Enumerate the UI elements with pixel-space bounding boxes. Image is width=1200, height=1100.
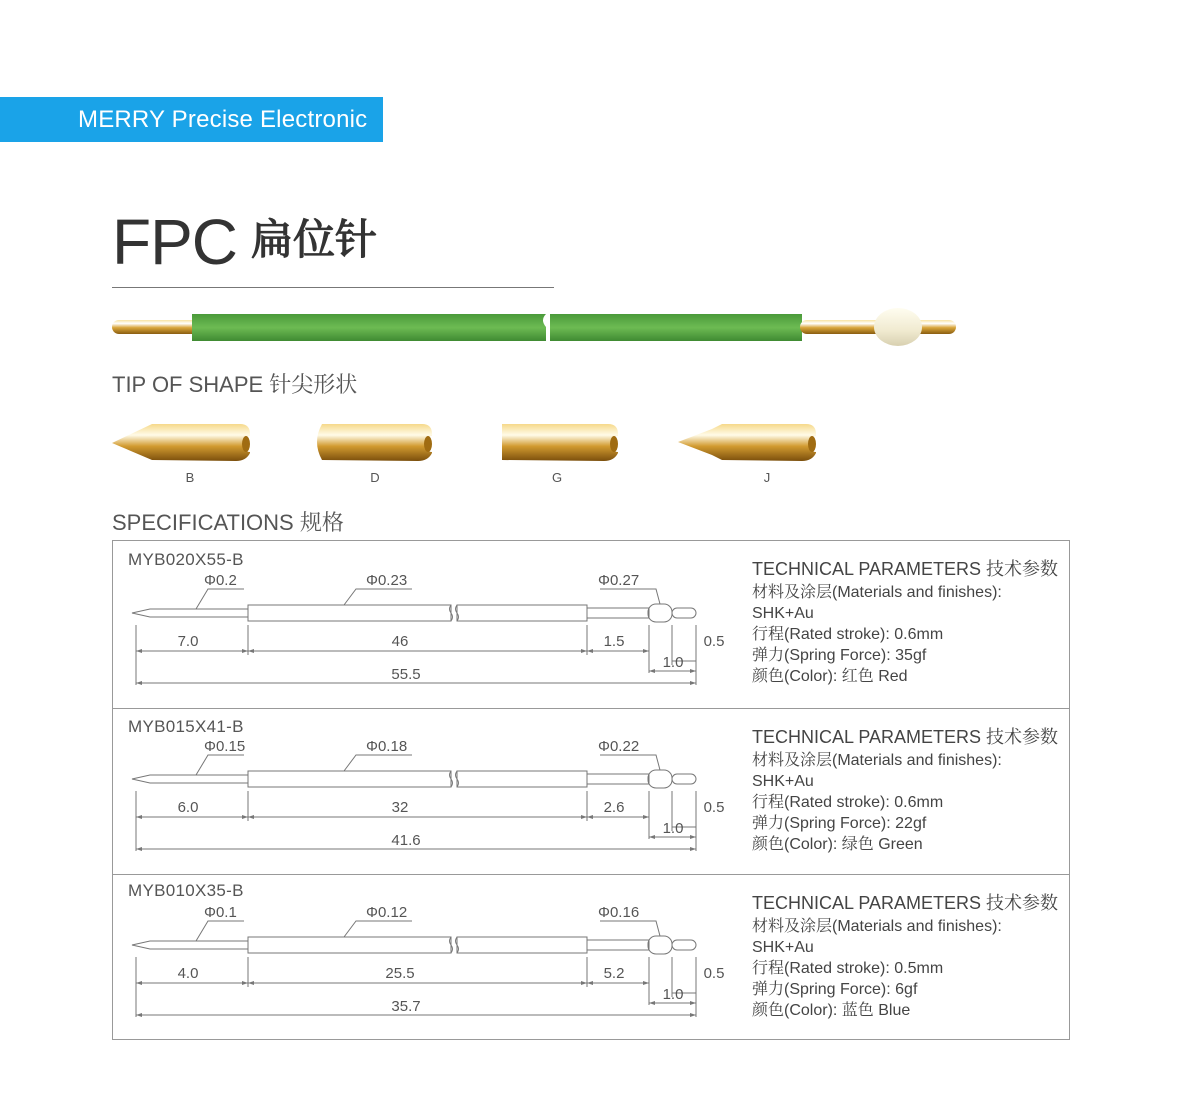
probe-insulator-bead	[874, 308, 922, 346]
brand-name: MERRY Precise Electronic	[78, 106, 368, 133]
spring-force: 弹力(Spring Force): 35gf	[752, 647, 927, 664]
diameter-leader	[344, 589, 412, 605]
drawing-barrel-rear	[457, 937, 587, 953]
drawing-tip	[132, 775, 248, 783]
diameter-tip-label: Φ0.1	[204, 904, 237, 921]
diameter-rear-label: Φ0.22	[598, 738, 640, 755]
title-cjk: 扁位针	[251, 216, 378, 263]
dim-body-length: 32	[391, 799, 409, 816]
rated-stroke: 行程(Rated stroke): 0.5mm	[752, 960, 944, 977]
drawing-barrel-rear	[457, 771, 587, 787]
drawing-end	[672, 940, 696, 950]
drawing-barrel-rear	[457, 605, 587, 621]
diameter-leader	[600, 589, 660, 604]
drawing-tip	[132, 609, 248, 617]
spring-force: 弹力(Spring Force): 22gf	[752, 815, 927, 832]
drawing-barrel	[248, 937, 451, 953]
diameter-leader	[600, 755, 660, 770]
drawing-rear-plunger	[587, 940, 649, 950]
probe-dimension-drawing	[112, 572, 725, 708]
dim-rear-length: 5.2	[603, 965, 625, 982]
diameter-rear-label: Φ0.27	[598, 572, 640, 589]
dim-ring-length: 1.0	[662, 654, 684, 671]
diameter-barrel-label: Φ0.18	[366, 738, 408, 755]
tip-shape-g-icon	[502, 424, 618, 461]
page-title	[112, 200, 377, 282]
tip-shape-label: J	[763, 470, 771, 485]
probe-color: 颜色(Color): 绿色 Green	[752, 836, 923, 853]
drawing-rear-plunger	[587, 608, 649, 618]
spec-row-divider	[112, 708, 1070, 709]
title-latin: FPC	[112, 206, 237, 278]
diameter-leader	[600, 921, 660, 936]
probe-barrel-left	[192, 314, 546, 341]
model-name: MYB020X55-B	[128, 550, 244, 569]
tip-shape-heading: TIP OF SHAPE 针尖形状	[112, 372, 358, 397]
diameter-barrel-label: Φ0.12	[366, 904, 408, 921]
tip-shape-label: B	[185, 470, 195, 485]
drawing-bead	[648, 604, 672, 622]
drawing-bead	[648, 770, 672, 788]
diameter-tip-label: Φ0.15	[204, 738, 246, 755]
dim-rear-length: 1.5	[603, 633, 625, 650]
diameter-leader	[344, 921, 412, 937]
materials-label: 材料及涂层(Materials and finishes):	[752, 752, 1002, 769]
diameter-barrel-label: Φ0.23	[366, 572, 408, 589]
dim-end-length: 0.5	[703, 799, 725, 816]
diameter-leader	[344, 755, 412, 771]
drawing-tip	[132, 941, 248, 949]
diameter-leader	[196, 589, 244, 609]
diameter-leader	[196, 921, 244, 941]
materials-value: SHK+Au	[752, 605, 814, 622]
technical-parameters	[752, 726, 1058, 855]
dim-rear-length: 2.6	[603, 799, 625, 816]
rated-stroke: 行程(Rated stroke): 0.6mm	[752, 626, 944, 643]
specifications-heading: SPECIFICATIONS 规格	[112, 510, 344, 535]
parameters-title: TECHNICAL PARAMETERS 技术参数	[752, 727, 1059, 747]
dim-end-length: 0.5	[703, 965, 725, 982]
rated-stroke: 行程(Rated stroke): 0.6mm	[752, 794, 944, 811]
dim-ring-length: 1.0	[662, 820, 684, 837]
tip-shape-label: G	[551, 470, 563, 485]
spec-row-divider	[112, 874, 1070, 875]
parameters-title: TECHNICAL PARAMETERS 技术参数	[752, 893, 1059, 913]
dim-ring-length: 1.0	[662, 986, 684, 1003]
materials-label: 材料及涂层(Materials and finishes):	[752, 918, 1002, 935]
model-name: MYB015X41-B	[128, 717, 244, 736]
probe-color: 颜色(Color): 红色 Red	[752, 668, 908, 685]
tip-shape-d-icon	[317, 424, 432, 461]
probe-dimension-drawing	[112, 738, 725, 874]
probe-illustration	[100, 298, 970, 358]
materials-label: 材料及涂层(Materials and finishes):	[752, 584, 1002, 601]
diameter-rear-label: Φ0.16	[598, 904, 640, 921]
brand-banner	[0, 97, 383, 142]
parameters-title: TECHNICAL PARAMETERS 技术参数	[752, 559, 1059, 579]
tip-shape-j-icon	[678, 424, 816, 461]
dim-tip-length: 6.0	[177, 799, 199, 816]
spring-force: 弹力(Spring Force): 6gf	[752, 981, 918, 998]
drawing-bead	[648, 936, 672, 954]
materials-value: SHK+Au	[752, 939, 814, 956]
title-divider	[112, 287, 554, 288]
tip-shape-b-icon	[112, 424, 250, 461]
dim-total-length: 41.6	[391, 832, 421, 849]
probe-dimension-drawing	[112, 904, 725, 1040]
dim-end-length: 0.5	[703, 633, 725, 650]
drawing-rear-plunger	[587, 774, 649, 784]
probe-color: 颜色(Color): 蓝色 Blue	[752, 1002, 911, 1019]
model-name: MYB010X35-B	[128, 881, 244, 900]
drawing-barrel	[248, 605, 451, 621]
diameter-tip-label: Φ0.2	[204, 572, 237, 589]
drawing-end	[672, 608, 696, 618]
drawing-barrel	[248, 771, 451, 787]
dim-tip-length: 4.0	[177, 965, 199, 982]
diameter-leader	[196, 755, 244, 775]
technical-parameters	[752, 892, 1058, 1021]
materials-value: SHK+Au	[752, 773, 814, 790]
drawing-end	[672, 774, 696, 784]
tip-shapes-illustration	[100, 415, 840, 470]
dim-total-length: 35.7	[391, 998, 421, 1015]
tip-shape-label: D	[370, 470, 380, 485]
technical-parameters	[752, 558, 1058, 687]
dim-total-length: 55.5	[391, 666, 421, 683]
dim-tip-length: 7.0	[177, 633, 199, 650]
probe-barrel-right	[550, 314, 802, 341]
dim-body-length: 25.5	[385, 965, 415, 982]
dim-body-length: 46	[391, 633, 409, 650]
